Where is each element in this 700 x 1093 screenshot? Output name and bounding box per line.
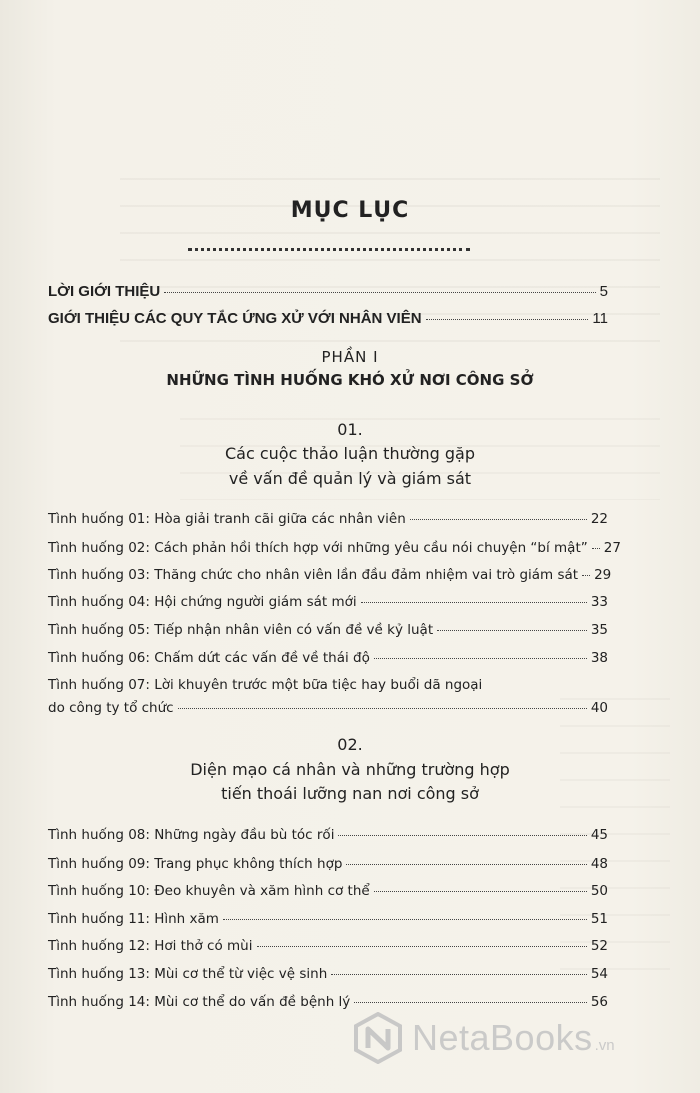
part-label: PHẦN I (321, 348, 379, 366)
section-title-line1: Diện mạo cá nhân và những trường hợp (190, 760, 510, 779)
toc-entry-label: Tình huống 10: Đeo khuyên và xăm hình cơ thể (48, 883, 370, 899)
toc-entry-conduct-rules[interactable] (48, 310, 608, 327)
dot-leader (331, 974, 587, 975)
toc-entry-page: 22 (590, 511, 608, 527)
toc-entry-page: 29 (594, 567, 612, 583)
dot-leader (178, 708, 587, 709)
toc-entry-page: 27 (603, 540, 621, 556)
dot-leader (257, 946, 587, 947)
toc-entry-situation-13[interactable] (48, 966, 608, 982)
dot-leader (582, 575, 590, 576)
toc-entry-label: GIỚI THIỆU CÁC QUY TẮC ỨNG XỬ VỚI NHÂN VIÊN (48, 310, 422, 327)
dot-leader (592, 548, 600, 549)
toc-entry-situation-08[interactable] (48, 827, 608, 843)
dot-leader (374, 891, 587, 892)
toc-entry-label: Tình huống 14: Mùi cơ thể do vấn đề bệnh lý (48, 994, 351, 1010)
toc-entry-situation-10[interactable] (48, 883, 608, 899)
toc-entry-page: 56 (590, 994, 608, 1010)
toc-entry-label: Tình huống 03: Thăng chức cho nhân viên lần đầu đảm nhiệm vai trò giám sát (48, 567, 579, 583)
toc-entry-label: Tình huống 05: Tiếp nhận nhân viên có vấn đề về kỷ luật (48, 622, 434, 638)
toc-entry-page: 11 (592, 310, 608, 327)
dot-leader (346, 864, 586, 865)
section-title-line2: tiến thoái lưỡng nan nơi công sở (221, 784, 479, 803)
netabooks-watermark (352, 1012, 615, 1064)
toc-entry-label: Tình huống 09: Trang phục không thích hợp (48, 856, 343, 872)
section-number: 01. (337, 420, 363, 439)
toc-entry-page: 50 (590, 883, 608, 899)
toc-entry-page: 52 (590, 938, 608, 954)
toc-entry-label: Tình huống 12: Hơi thở có mùi (48, 938, 253, 954)
netabooks-logo-icon (352, 1012, 404, 1064)
dot-leader (164, 292, 595, 293)
page-title: MỤC LỤC (290, 198, 410, 223)
toc-entry-page: 40 (590, 700, 608, 716)
toc-entry-situation-04[interactable] (48, 594, 608, 610)
toc-entry-situation-01[interactable] (48, 511, 608, 527)
watermark-brand: NetaBooks (412, 1017, 593, 1058)
toc-entry-page: 48 (590, 856, 608, 872)
toc-entry-label: LỜI GIỚI THIỆU (48, 283, 161, 300)
part-title: NHỮNG TÌNH HUỐNG KHÓ XỬ NƠI CÔNG SỞ (166, 371, 534, 389)
toc-entry-page: 45 (590, 827, 608, 843)
dot-leader (338, 835, 586, 836)
dot-leader (354, 1002, 587, 1003)
dot-leader (374, 658, 587, 659)
toc-entry-label: do công ty tổ chức (48, 700, 174, 716)
toc-entry-situation-05[interactable] (48, 622, 608, 638)
toc-entry-label: Tình huống 02: Cách phản hồi thích hợp với những yêu cầu nói chuyện “bí mật” (48, 540, 588, 556)
toc-entry-situation-09[interactable] (48, 856, 608, 872)
section-title-line1: Các cuộc thảo luận thường gặp (224, 444, 476, 463)
bleed-through-text (120, 160, 660, 360)
dot-leader (426, 319, 589, 320)
toc-entry-page: 38 (590, 650, 608, 666)
toc-entry-label: Tình huống 11: Hình xăm (48, 911, 219, 927)
toc-entry-label: Tình huống 04: Hội chứng người giám sát mới (48, 594, 357, 610)
watermark-suffix: .vn (594, 1036, 615, 1054)
toc-entry-situation-07-line1[interactable]: Tình huống 07: Lời khuyên trước một bữa tiệc hay buổi dã ngoại (48, 677, 483, 693)
toc-entry-situation-02[interactable] (48, 540, 621, 556)
toc-entry-situation-06[interactable] (48, 650, 608, 666)
toc-entry-situation-07[interactable] (48, 700, 608, 716)
toc-entry-page: 5 (599, 283, 608, 300)
dot-leader (223, 919, 587, 920)
dot-leader (437, 630, 587, 631)
toc-entry-page: 54 (590, 966, 608, 982)
toc-entry-situation-11[interactable] (48, 911, 608, 927)
toc-entry-page: 33 (590, 594, 608, 610)
toc-entry-label: Tình huống 13: Mùi cơ thể từ việc vệ sinh (48, 966, 328, 982)
toc-entry-page: 35 (590, 622, 608, 638)
title-divider (188, 248, 470, 251)
toc-entry-label: Tình huống 06: Chấm dứt các vấn đề về thái độ (48, 650, 370, 666)
section-title-line2: về vấn đề quản lý và giám sát (228, 469, 472, 488)
toc-entry-situation-03[interactable] (48, 567, 612, 583)
toc-entry-label: Tình huống 01: Hòa giải tranh cãi giữa các nhân viên (48, 511, 406, 527)
section-number: 02. (337, 735, 363, 754)
dot-leader (410, 519, 587, 520)
toc-entry-situation-14[interactable] (48, 994, 608, 1010)
dot-leader (361, 602, 587, 603)
toc-entry-label: Tình huống 08: Những ngày đầu bù tóc rối (48, 827, 335, 843)
toc-entry-situation-12[interactable] (48, 938, 608, 954)
toc-entry-page: 51 (590, 911, 608, 927)
toc-entry-introduction[interactable] (48, 283, 608, 300)
